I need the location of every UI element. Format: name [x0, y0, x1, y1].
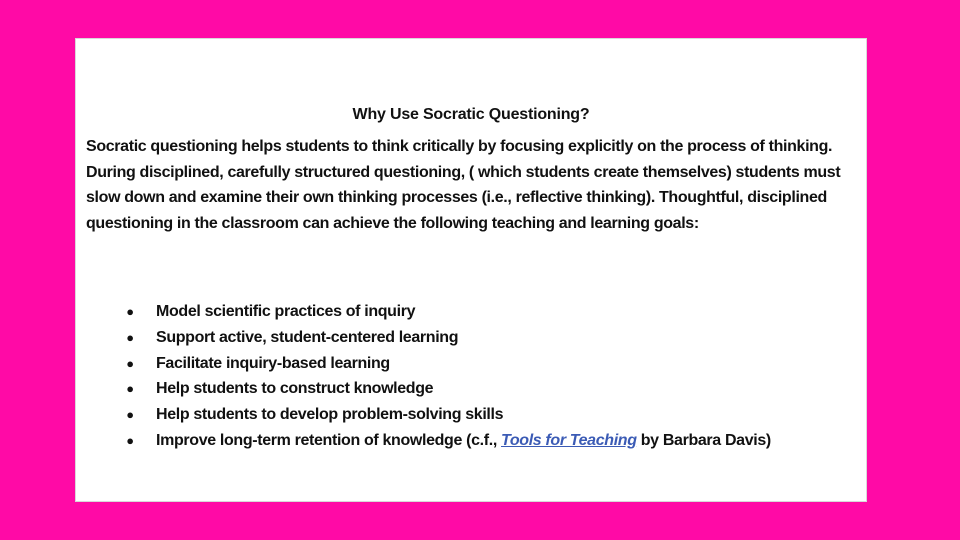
bullet-icon: ●: [126, 381, 134, 397]
slide-title: Why Use Socratic Questioning?: [352, 106, 590, 123]
intro-paragraph: Socratic questioning helps students to think critically by focusing explicitly on the process of thinking. During disciplined, carefully structured questioning, ( which students create themselves) students must slow down and examine their own thinking processes (i.e., reflective thinking). Thoughtful, disciplined questioning in the classroom can achieve the following teaching and learning goals:: [86, 138, 841, 232]
goal-item: [76, 325, 866, 351]
bullet-icon: ●: [126, 304, 134, 319]
goal-text-prefix: Improve long-term retention of knowledge (c.f.,: [156, 431, 502, 449]
goal-item: [76, 402, 866, 428]
tools-for-teaching-link[interactable]: Tools for Teaching: [501, 431, 637, 449]
bullet-icon: ●: [126, 407, 134, 423]
bullet-icon: ●: [126, 432, 134, 448]
goal-text-suffix: by Barbara Davis): [636, 431, 771, 449]
bullet-icon: ●: [126, 329, 134, 345]
slide-card: [75, 38, 867, 502]
goal-text: Model scientific practices of inquiry: [156, 303, 416, 320]
goal-text: Facilitate inquiry-based learning: [156, 354, 390, 372]
goal-item: [76, 299, 866, 325]
goals-list: [76, 299, 866, 454]
bullet-icon: ●: [126, 355, 134, 371]
goal-item: [76, 376, 866, 402]
goal-text: Help students to construct knowledge: [156, 380, 434, 398]
goal-item: [76, 351, 866, 377]
goal-item: [76, 428, 866, 454]
goal-text: Support active, student-centered learning: [156, 328, 459, 346]
goal-text: Help students to develop problem-solving skills: [156, 406, 504, 424]
